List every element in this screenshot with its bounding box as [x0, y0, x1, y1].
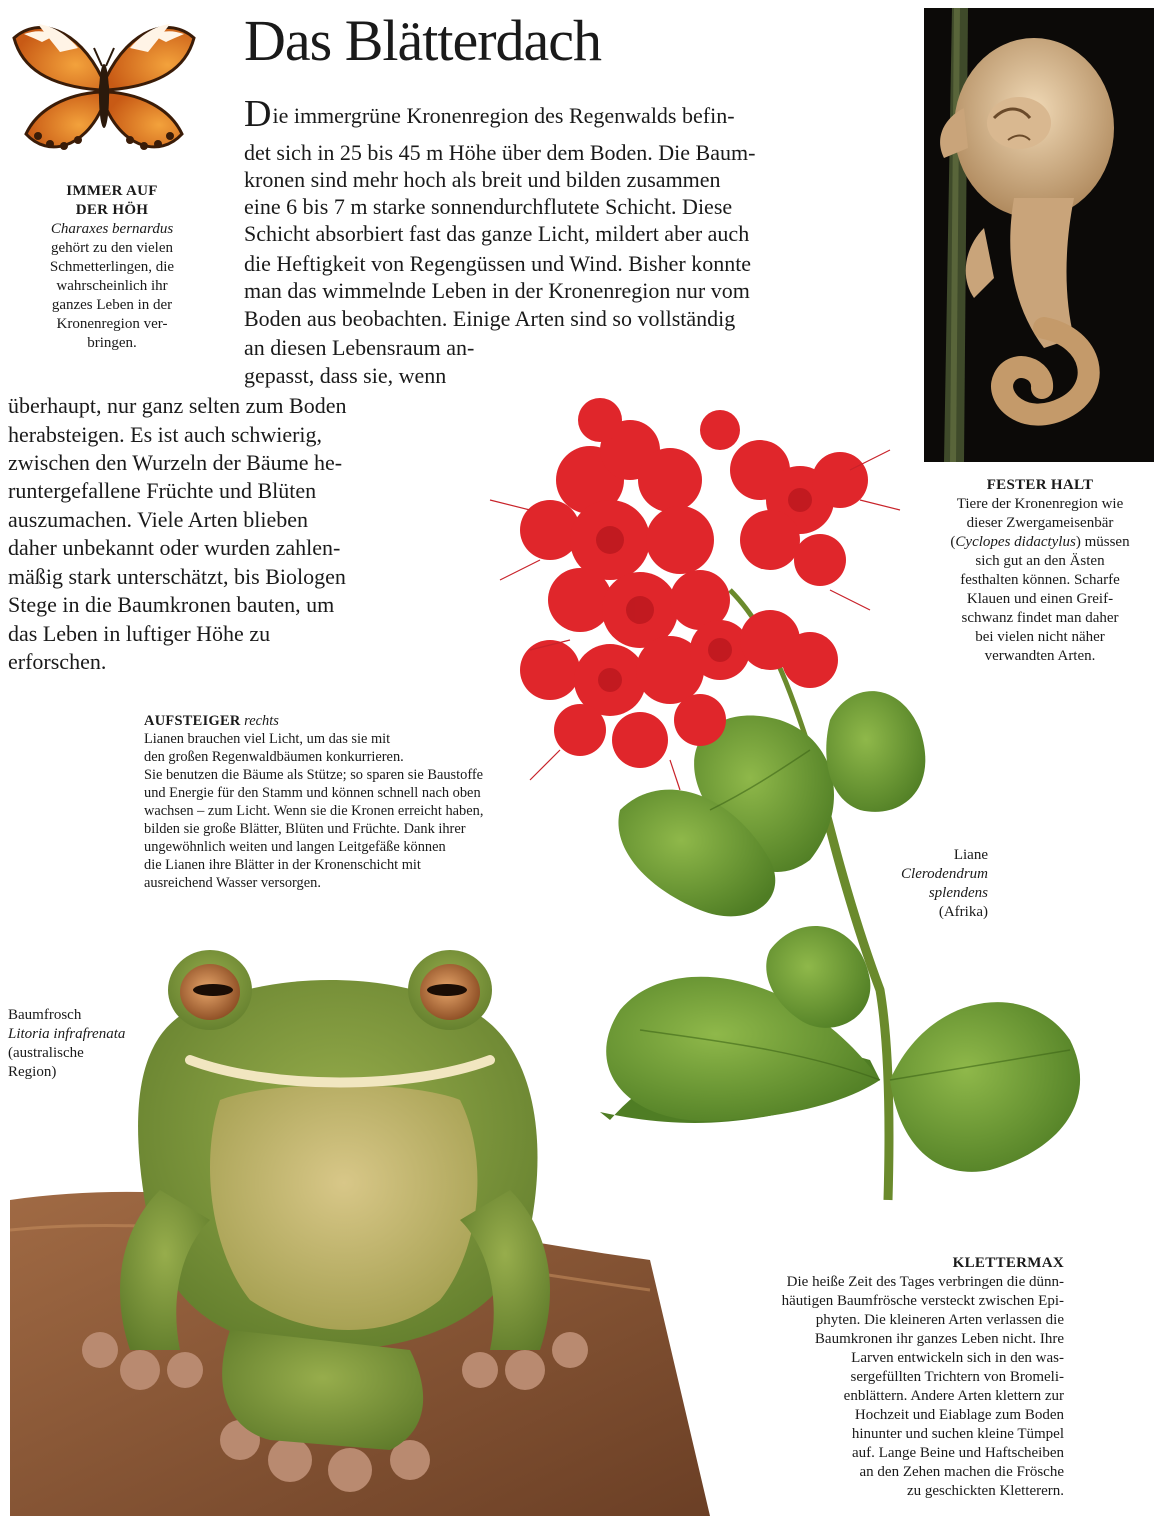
intro-line: runtergefallene Früchte und Blüten: [8, 478, 317, 503]
region-label: Region): [8, 1064, 57, 1080]
intro-line: die Heftigkeit von Regengüssen und Wind. Bisher konnte: [244, 251, 752, 276]
caption-line: Hochzeit und Eiablage zum Boden: [854, 1407, 1064, 1423]
caption-line: ausreichend Wasser versorgen.: [144, 875, 321, 891]
intro-line: erforschen.: [8, 649, 107, 674]
caption-line: wachsen – zum Licht. Wenn sie die Kronen erreicht haben,: [144, 803, 484, 819]
caption-direction: rechts: [244, 713, 279, 729]
caption-line: phyten. Die kleineren Arten verlassen die: [815, 1312, 1064, 1328]
caption-line: Klauen und einen Greif-: [966, 591, 1114, 607]
plant-name: Liane: [953, 847, 988, 863]
anteater-caption: FESTER HALT Tiere der Kronenregion wie dieser Zwergameisenbär (Cyclopes didactylus) müssen sich gut an den Ästen festhalten können. Scharfe Klauen und einen Greif- schwanz findet man daher bei vielen nicht näher verwandten Arten.: [920, 476, 1160, 666]
intro-line: Stege in die Baumkronen bauten, um: [8, 592, 335, 617]
intro-line: an diesen Lebensraum an-: [244, 335, 475, 360]
drop-cap: D: [244, 93, 272, 135]
species-name: Clerodendrum: [901, 866, 988, 882]
caption-line: bilden sie große Blätter, Blüten und Früchte. Dank ihrer: [144, 821, 466, 837]
caption-line: Tiere der Kronenregion wie: [956, 496, 1124, 512]
butterfly-caption: [6, 182, 218, 353]
caption-line: Die heiße Zeit des Tages verbringen die dünn-: [786, 1274, 1064, 1290]
caption-line: gehört zu den vielen: [50, 240, 174, 256]
caption-line: an den Zehen machen die Frösche: [859, 1464, 1064, 1480]
caption-line: und Energie für den Stamm und können schnell nach oben: [144, 785, 481, 801]
caption-line: zu geschickten Kletterern.: [906, 1483, 1064, 1499]
intro-line: gepasst, dass sie, wenn: [244, 363, 447, 388]
liane-label: [836, 846, 988, 922]
climber-caption: [144, 712, 594, 892]
caption-heading: IMMER AUF: [66, 183, 158, 199]
caption-line: den großen Regenwaldbäumen konkurrieren.: [144, 749, 404, 765]
intro-line: Schicht absorbiert fast das ganze Licht, mildert aber auch: [244, 221, 750, 246]
caption-line: sich gut an den Ästen: [975, 553, 1105, 569]
intro-line: Boden aus beobachten. Einige Arten sind so vollständig: [244, 306, 736, 331]
caption-line: Kronenregion ver-: [56, 316, 168, 332]
intro-line: mäßig stark unterschätzt, bis Biologen: [8, 564, 346, 589]
frog-label: [8, 1006, 178, 1082]
animal-name: Baumfrosch: [8, 1007, 82, 1023]
caption-heading: KLETTERMAX: [952, 1255, 1064, 1271]
caption-line: Lianen brauchen viel Licht, um das sie mit: [144, 731, 391, 747]
caption-line: bei vielen nicht näher: [975, 629, 1105, 645]
intro-line: auszumachen. Viele Arten blieben: [8, 507, 309, 532]
intro-line: Die immergrüne Kronenregion des Regenwalds befin-: [244, 93, 735, 135]
caption-line: Larven entwickeln sich in den was-: [851, 1350, 1064, 1366]
caption-line: Schmetterlingen, die: [49, 259, 175, 275]
caption-line: müssen: [1080, 534, 1130, 550]
caption-line: schwanz findet man daher: [961, 610, 1119, 626]
caption-line: wahrscheinlich ihr: [56, 278, 168, 294]
butterfly-photo: [8, 8, 200, 164]
species-name: splendens: [928, 885, 988, 901]
page-title: Das Blätterdach: [244, 8, 602, 73]
intro-line: herabsteigen. Es ist auch schwierig,: [8, 422, 323, 447]
species-name: Litoria infrafrenata: [8, 1026, 126, 1042]
caption-line: ungewöhnlich weiten und langen Leitgefäße können: [144, 839, 446, 855]
caption-line: verwandten Arten.: [984, 648, 1096, 664]
caption-line: festhalten können. Scharfe: [960, 572, 1120, 588]
intro-line: kronen sind mehr hoch als breit und bilden zusammen: [244, 167, 721, 192]
caption-line: Baumkronen ihr ganzes Leben nicht. Ihre: [814, 1331, 1064, 1347]
caption-line: bringen.: [87, 335, 137, 351]
caption-heading: FESTER HALT: [986, 477, 1094, 493]
caption-line: sergefüllten Trichtern von Bromeli-: [850, 1369, 1064, 1385]
caption-line: auf. Lange Beine und Haftscheiben: [852, 1445, 1064, 1461]
caption-line: Sie benutzen die Bäume als Stütze; so sparen sie Baustoffe: [144, 767, 484, 783]
intro-line: zwischen den Wurzeln der Bäume he-: [8, 450, 343, 475]
caption-heading: AUFSTEIGER: [144, 713, 241, 729]
caption-line: hinunter und suchen kleine Tümpel: [851, 1426, 1064, 1442]
frog-caption: [700, 1254, 1064, 1501]
caption-line: ganzes Leben in der: [51, 297, 173, 313]
region-label: (Afrika): [938, 904, 988, 920]
intro-line: man das wimmelnde Leben in der Kronenregion nur vom: [244, 278, 750, 303]
intro-line: daher unbekannt oder wurden zahlen-: [8, 535, 341, 560]
intro-line: das Leben in luftiger Höhe zu: [8, 621, 271, 646]
caption-line: enblättern. Andere Arten klettern zur: [843, 1388, 1064, 1404]
caption-line: die Lianen ihre Blätter in der Kronenschicht mit: [144, 857, 421, 873]
species-name: Charaxes bernardus: [50, 221, 174, 237]
intro-line: eine 6 bis 7 m starke sonnendurchflutete Schicht. Diese: [244, 194, 733, 219]
region-label: (australische: [8, 1045, 84, 1061]
caption-line: häutigen Baumfrösche versteckt zwischen Epi-: [781, 1293, 1064, 1309]
caption-heading: DER HÖH: [75, 202, 149, 218]
intro-line: überhaupt, nur ganz selten zum Boden: [8, 393, 347, 418]
intro-line: det sich in 25 bis 45 m Höhe über dem Boden. Die Baum-: [244, 140, 756, 165]
species-name: Cyclopes didactylus: [955, 534, 1076, 550]
caption-line: dieser Zwergameisenbär: [966, 515, 1114, 531]
